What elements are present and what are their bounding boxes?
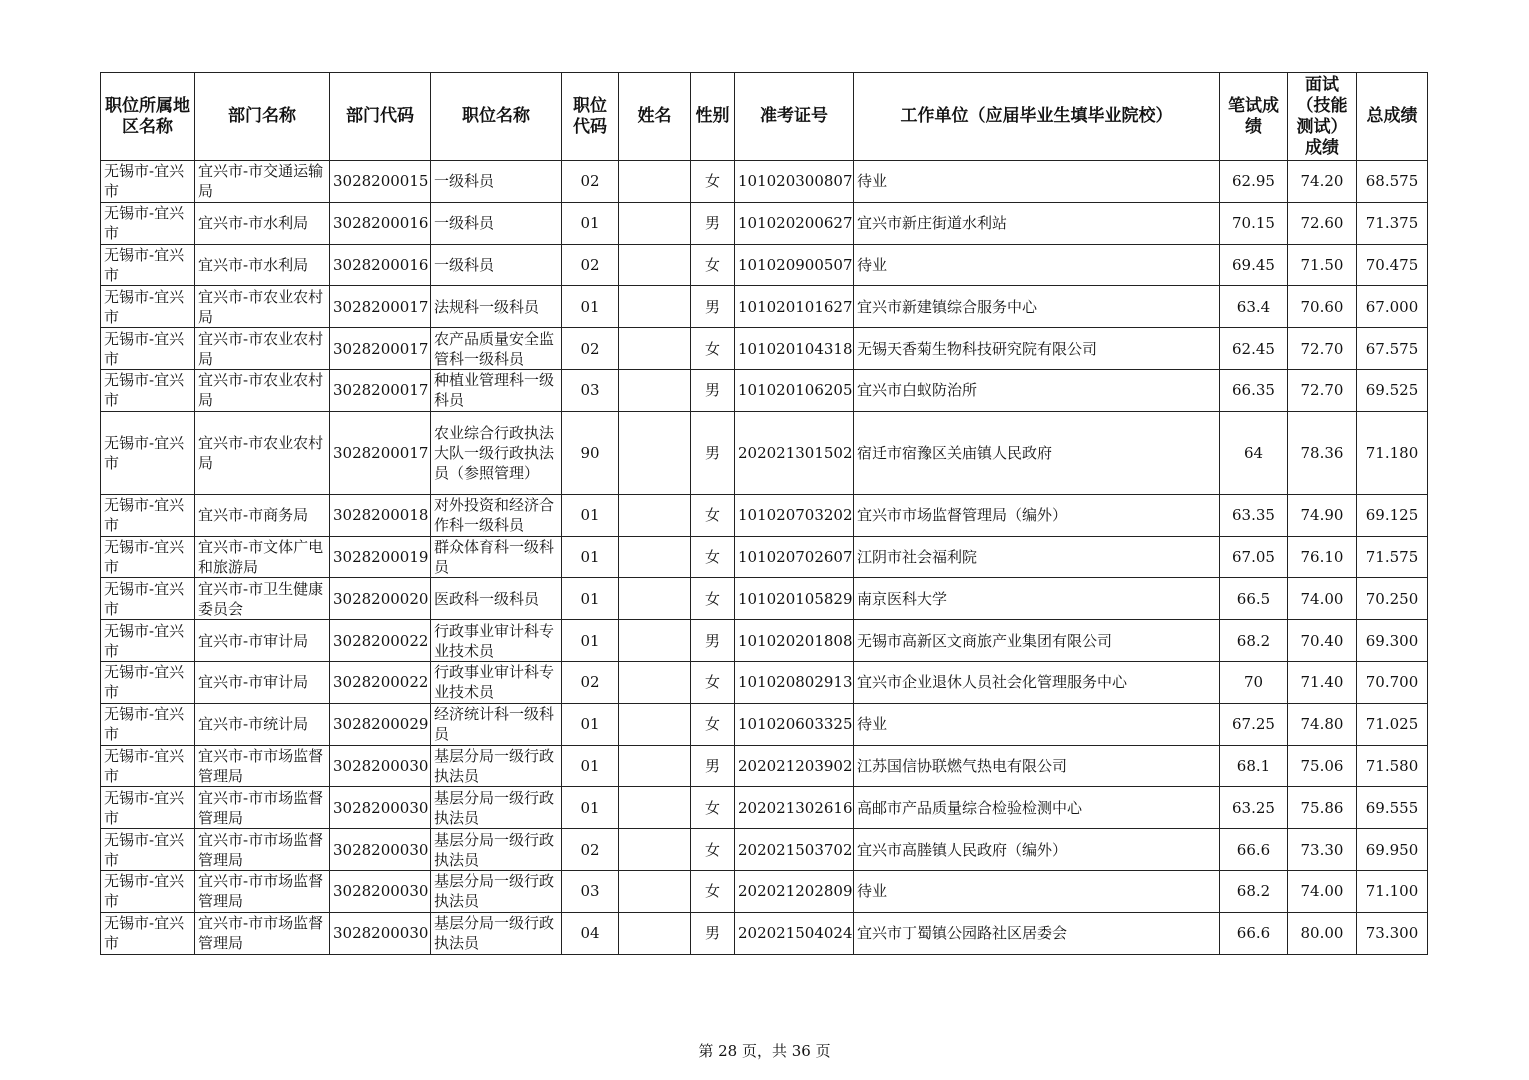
written-score-cell: 63.25 — [1220, 787, 1288, 829]
dept-code-cell: 3028200017 — [330, 286, 431, 328]
workplace-cell: 无锡天香菊生物科技研究院有限公司 — [854, 328, 1220, 370]
dept-name-cell: 宜兴市-市农业农村局 — [195, 369, 330, 411]
position-code-cell: 03 — [562, 369, 619, 411]
position-name-cell: 农产品质量安全监管科一级科员 — [431, 328, 562, 370]
gender-cell: 男 — [691, 912, 735, 954]
dept-name-cell: 宜兴市-市农业农村局 — [195, 411, 330, 494]
total-score-cell: 73.300 — [1357, 912, 1428, 954]
dept-code-cell: 3028200017 — [330, 369, 431, 411]
exam-id-cell: 101020603325 — [735, 703, 854, 745]
table-row — [101, 161, 1428, 203]
table-row — [101, 745, 1428, 787]
exam-id-cell: 101020201808 — [735, 620, 854, 662]
total-score-cell: 67.000 — [1357, 286, 1428, 328]
total-score-cell: 69.125 — [1357, 494, 1428, 536]
gender-cell: 女 — [691, 661, 735, 703]
exam-id-cell: 202021203902 — [735, 745, 854, 787]
dept-name-cell: 宜兴市-市交通运输局 — [195, 161, 330, 203]
dept-code-cell: 3028200030 — [330, 912, 431, 954]
table-row — [101, 870, 1428, 912]
total-score-cell: 67.575 — [1357, 328, 1428, 370]
position-name-cell: 种植业管理科一级科员 — [431, 369, 562, 411]
dept-code-cell: 3028200019 — [330, 536, 431, 578]
gender-cell: 女 — [691, 829, 735, 871]
dept-name-cell: 宜兴市-市商务局 — [195, 494, 330, 536]
total-score-cell: 69.555 — [1357, 787, 1428, 829]
region-cell: 无锡市-宜兴市 — [101, 286, 195, 328]
region-cell: 无锡市-宜兴市 — [101, 829, 195, 871]
interview-score-cell: 70.60 — [1288, 286, 1357, 328]
position-code-cell: 01 — [562, 620, 619, 662]
workplace-cell: 江阴市社会福利院 — [854, 536, 1220, 578]
gender-cell: 女 — [691, 787, 735, 829]
interview-score-cell: 73.30 — [1288, 829, 1357, 871]
written-score-cell: 62.45 — [1220, 328, 1288, 370]
written-score-cell: 62.95 — [1220, 161, 1288, 203]
table-row — [101, 787, 1428, 829]
position-name-cell: 农业综合行政执法大队一级行政执法员（参照管理） — [431, 411, 562, 494]
workplace-cell: 宜兴市市场监督管理局（编外） — [854, 494, 1220, 536]
table-row — [101, 536, 1428, 578]
dept-code-cell: 3028200029 — [330, 703, 431, 745]
gender-cell: 女 — [691, 494, 735, 536]
position-code-cell: 02 — [562, 328, 619, 370]
col-header-written-score: 笔试成绩 — [1220, 73, 1288, 161]
dept-name-cell: 宜兴市-市市场监督管理局 — [195, 870, 330, 912]
gender-cell: 男 — [691, 620, 735, 662]
total-score-cell: 71.575 — [1357, 536, 1428, 578]
interview-score-cell: 71.40 — [1288, 661, 1357, 703]
position-name-cell: 一级科员 — [431, 202, 562, 244]
name-cell — [619, 661, 691, 703]
table-row — [101, 286, 1428, 328]
total-score-cell: 69.950 — [1357, 829, 1428, 871]
total-score-cell: 70.250 — [1357, 578, 1428, 620]
position-code-cell: 02 — [562, 161, 619, 203]
exam-id-cell: 101020200627 — [735, 202, 854, 244]
written-score-cell: 68.2 — [1220, 870, 1288, 912]
dept-name-cell: 宜兴市-市审计局 — [195, 620, 330, 662]
name-cell — [619, 578, 691, 620]
interview-score-cell: 71.50 — [1288, 244, 1357, 286]
position-code-cell: 02 — [562, 661, 619, 703]
interview-score-cell: 70.40 — [1288, 620, 1357, 662]
table-row — [101, 328, 1428, 370]
table-row — [101, 202, 1428, 244]
name-cell — [619, 411, 691, 494]
position-code-cell: 01 — [562, 703, 619, 745]
col-header-exam-id: 准考证号 — [735, 73, 854, 161]
dept-name-cell: 宜兴市-市水利局 — [195, 244, 330, 286]
results-table — [100, 72, 1428, 955]
total-score-cell: 71.100 — [1357, 870, 1428, 912]
region-cell: 无锡市-宜兴市 — [101, 244, 195, 286]
position-name-cell: 群众体育科一级科员 — [431, 536, 562, 578]
dept-name-cell: 宜兴市-市文体广电和旅游局 — [195, 536, 330, 578]
header-row — [101, 73, 1428, 161]
workplace-cell: 宜兴市高塍镇人民政府（编外） — [854, 829, 1220, 871]
interview-score-cell: 74.00 — [1288, 578, 1357, 620]
dept-name-cell: 宜兴市-市农业农村局 — [195, 286, 330, 328]
page-footer: 第 28 页，共 36 页 — [698, 1042, 831, 1060]
region-cell: 无锡市-宜兴市 — [101, 661, 195, 703]
position-code-cell: 01 — [562, 494, 619, 536]
dept-code-cell: 3028200018 — [330, 494, 431, 536]
total-score-cell: 71.375 — [1357, 202, 1428, 244]
region-cell: 无锡市-宜兴市 — [101, 202, 195, 244]
workplace-cell: 宜兴市白蚁防治所 — [854, 369, 1220, 411]
region-cell: 无锡市-宜兴市 — [101, 536, 195, 578]
name-cell — [619, 703, 691, 745]
gender-cell: 女 — [691, 328, 735, 370]
workplace-cell: 待业 — [854, 161, 1220, 203]
interview-score-cell: 74.20 — [1288, 161, 1357, 203]
col-header-total-score: 总成绩 — [1357, 73, 1428, 161]
dept-code-cell: 3028200020 — [330, 578, 431, 620]
name-cell — [619, 286, 691, 328]
position-name-cell: 经济统计科一级科员 — [431, 703, 562, 745]
interview-score-cell: 72.70 — [1288, 369, 1357, 411]
dept-code-cell: 3028200030 — [330, 829, 431, 871]
col-header-interview-score: 面试（技能测试）成绩 — [1288, 73, 1357, 161]
position-name-cell: 行政事业审计科专业技术员 — [431, 661, 562, 703]
written-score-cell: 66.35 — [1220, 369, 1288, 411]
dept-name-cell: 宜兴市-市市场监督管理局 — [195, 787, 330, 829]
workplace-cell: 宜兴市新建镇综合服务中心 — [854, 286, 1220, 328]
name-cell — [619, 912, 691, 954]
dept-code-cell: 3028200030 — [330, 787, 431, 829]
region-cell: 无锡市-宜兴市 — [101, 328, 195, 370]
position-name-cell: 对外投资和经济合作科一级科员 — [431, 494, 562, 536]
table-row — [101, 661, 1428, 703]
exam-id-cell: 101020300807 — [735, 161, 854, 203]
region-cell: 无锡市-宜兴市 — [101, 578, 195, 620]
dept-name-cell: 宜兴市-市统计局 — [195, 703, 330, 745]
dept-name-cell: 宜兴市-市卫生健康委员会 — [195, 578, 330, 620]
position-code-cell: 02 — [562, 244, 619, 286]
name-cell — [619, 829, 691, 871]
written-score-cell: 67.05 — [1220, 536, 1288, 578]
dept-code-cell: 3028200030 — [330, 745, 431, 787]
table-row — [101, 411, 1428, 494]
exam-id-cell: 101020802913 — [735, 661, 854, 703]
workplace-cell: 宜兴市丁蜀镇公园路社区居委会 — [854, 912, 1220, 954]
total-score-cell: 71.580 — [1357, 745, 1428, 787]
position-code-cell: 01 — [562, 202, 619, 244]
total-score-cell: 71.025 — [1357, 703, 1428, 745]
dept-code-cell: 3028200017 — [330, 328, 431, 370]
table-row — [101, 829, 1428, 871]
exam-id-cell: 101020900507 — [735, 244, 854, 286]
total-score-cell: 71.180 — [1357, 411, 1428, 494]
interview-score-cell: 74.90 — [1288, 494, 1357, 536]
position-code-cell: 01 — [562, 286, 619, 328]
dept-name-cell: 宜兴市-市市场监督管理局 — [195, 745, 330, 787]
workplace-cell: 南京医科大学 — [854, 578, 1220, 620]
name-cell — [619, 494, 691, 536]
region-cell: 无锡市-宜兴市 — [101, 161, 195, 203]
position-name-cell: 一级科员 — [431, 244, 562, 286]
table-row — [101, 244, 1428, 286]
dept-name-cell: 宜兴市-市农业农村局 — [195, 328, 330, 370]
exam-id-cell: 202021503702 — [735, 829, 854, 871]
position-name-cell: 法规科一级科员 — [431, 286, 562, 328]
col-header-position-name: 职位名称 — [431, 73, 562, 161]
region-cell: 无锡市-宜兴市 — [101, 703, 195, 745]
interview-score-cell: 80.00 — [1288, 912, 1357, 954]
written-score-cell: 68.2 — [1220, 620, 1288, 662]
gender-cell: 女 — [691, 244, 735, 286]
position-code-cell: 04 — [562, 912, 619, 954]
workplace-cell: 宿迁市宿豫区关庙镇人民政府 — [854, 411, 1220, 494]
gender-cell: 女 — [691, 870, 735, 912]
dept-code-cell: 3028200017 — [330, 411, 431, 494]
written-score-cell: 70.15 — [1220, 202, 1288, 244]
position-name-cell: 行政事业审计科专业技术员 — [431, 620, 562, 662]
dept-name-cell: 宜兴市-市市场监督管理局 — [195, 829, 330, 871]
col-header-name: 姓名 — [619, 73, 691, 161]
interview-score-cell: 76.10 — [1288, 536, 1357, 578]
dept-name-cell: 宜兴市-市市场监督管理局 — [195, 912, 330, 954]
table-row — [101, 620, 1428, 662]
interview-score-cell: 72.60 — [1288, 202, 1357, 244]
interview-score-cell: 75.06 — [1288, 745, 1357, 787]
name-cell — [619, 745, 691, 787]
written-score-cell: 66.6 — [1220, 912, 1288, 954]
name-cell — [619, 244, 691, 286]
gender-cell: 男 — [691, 202, 735, 244]
exam-id-cell: 101020106205 — [735, 369, 854, 411]
position-name-cell: 基层分局一级行政执法员 — [431, 912, 562, 954]
gender-cell: 男 — [691, 411, 735, 494]
total-score-cell: 69.525 — [1357, 369, 1428, 411]
position-name-cell: 基层分局一级行政执法员 — [431, 745, 562, 787]
name-cell — [619, 787, 691, 829]
interview-score-cell: 74.80 — [1288, 703, 1357, 745]
gender-cell: 男 — [691, 745, 735, 787]
written-score-cell: 68.1 — [1220, 745, 1288, 787]
workplace-cell: 无锡市高新区文商旅产业集团有限公司 — [854, 620, 1220, 662]
col-header-workplace: 工作单位（应届毕业生填毕业院校） — [854, 73, 1220, 161]
col-header-dept-code: 部门代码 — [330, 73, 431, 161]
gender-cell: 女 — [691, 161, 735, 203]
name-cell — [619, 620, 691, 662]
gender-cell: 男 — [691, 369, 735, 411]
region-cell: 无锡市-宜兴市 — [101, 620, 195, 662]
region-cell: 无锡市-宜兴市 — [101, 870, 195, 912]
total-score-cell: 68.575 — [1357, 161, 1428, 203]
position-code-cell: 01 — [562, 745, 619, 787]
region-cell: 无锡市-宜兴市 — [101, 745, 195, 787]
region-cell: 无锡市-宜兴市 — [101, 787, 195, 829]
total-score-cell: 69.300 — [1357, 620, 1428, 662]
interview-score-cell: 72.70 — [1288, 328, 1357, 370]
position-name-cell: 基层分局一级行政执法员 — [431, 787, 562, 829]
written-score-cell: 67.25 — [1220, 703, 1288, 745]
workplace-cell: 待业 — [854, 870, 1220, 912]
position-code-cell: 01 — [562, 787, 619, 829]
exam-id-cell: 202021202809 — [735, 870, 854, 912]
dept-name-cell: 宜兴市-市审计局 — [195, 661, 330, 703]
workplace-cell: 待业 — [854, 703, 1220, 745]
position-code-cell: 01 — [562, 578, 619, 620]
gender-cell: 男 — [691, 286, 735, 328]
workplace-cell: 宜兴市企业退休人员社会化管理服务中心 — [854, 661, 1220, 703]
workplace-cell: 高邮市产品质量综合检验检测中心 — [854, 787, 1220, 829]
written-score-cell: 66.6 — [1220, 829, 1288, 871]
region-cell: 无锡市-宜兴市 — [101, 494, 195, 536]
written-score-cell: 69.45 — [1220, 244, 1288, 286]
dept-code-cell: 3028200016 — [330, 202, 431, 244]
table-row — [101, 912, 1428, 954]
table-row — [101, 494, 1428, 536]
col-header-position-code: 职位代码 — [562, 73, 619, 161]
dept-code-cell: 3028200016 — [330, 244, 431, 286]
col-header-dept-name: 部门名称 — [195, 73, 330, 161]
table-row — [101, 369, 1428, 411]
table-row — [101, 578, 1428, 620]
dept-name-cell: 宜兴市-市水利局 — [195, 202, 330, 244]
table-row — [101, 703, 1428, 745]
workplace-cell: 江苏国信协联燃气热电有限公司 — [854, 745, 1220, 787]
exam-id-cell: 101020703202 — [735, 494, 854, 536]
exam-id-cell: 202021504024 — [735, 912, 854, 954]
total-score-cell: 70.700 — [1357, 661, 1428, 703]
workplace-cell: 宜兴市新庄街道水利站 — [854, 202, 1220, 244]
name-cell — [619, 870, 691, 912]
position-name-cell: 基层分局一级行政执法员 — [431, 829, 562, 871]
name-cell — [619, 536, 691, 578]
position-name-cell: 一级科员 — [431, 161, 562, 203]
position-name-cell: 医政科一级科员 — [431, 578, 562, 620]
dept-code-cell: 3028200015 — [330, 161, 431, 203]
written-score-cell: 63.4 — [1220, 286, 1288, 328]
written-score-cell: 66.5 — [1220, 578, 1288, 620]
dept-code-cell: 3028200022 — [330, 661, 431, 703]
gender-cell: 女 — [691, 536, 735, 578]
name-cell — [619, 328, 691, 370]
gender-cell: 女 — [691, 578, 735, 620]
name-cell — [619, 161, 691, 203]
exam-id-cell: 101020104318 — [735, 328, 854, 370]
written-score-cell: 64 — [1220, 411, 1288, 494]
exam-id-cell: 202021302616 — [735, 787, 854, 829]
position-code-cell: 03 — [562, 870, 619, 912]
dept-code-cell: 3028200022 — [330, 620, 431, 662]
total-score-cell: 70.475 — [1357, 244, 1428, 286]
exam-id-cell: 101020702607 — [735, 536, 854, 578]
col-header-gender: 性别 — [691, 73, 735, 161]
position-code-cell: 02 — [562, 829, 619, 871]
gender-cell: 女 — [691, 703, 735, 745]
position-name-cell: 基层分局一级行政执法员 — [431, 870, 562, 912]
region-cell: 无锡市-宜兴市 — [101, 912, 195, 954]
col-header-region: 职位所属地区名称 — [101, 73, 195, 161]
interview-score-cell: 74.00 — [1288, 870, 1357, 912]
region-cell: 无锡市-宜兴市 — [101, 411, 195, 494]
region-cell: 无锡市-宜兴市 — [101, 369, 195, 411]
exam-id-cell: 101020101627 — [735, 286, 854, 328]
position-code-cell: 01 — [562, 536, 619, 578]
written-score-cell: 63.35 — [1220, 494, 1288, 536]
position-code-cell: 90 — [562, 411, 619, 494]
written-score-cell: 70 — [1220, 661, 1288, 703]
interview-score-cell: 78.36 — [1288, 411, 1357, 494]
interview-score-cell: 75.86 — [1288, 787, 1357, 829]
name-cell — [619, 369, 691, 411]
workplace-cell: 待业 — [854, 244, 1220, 286]
exam-id-cell: 202021301502 — [735, 411, 854, 494]
name-cell — [619, 202, 691, 244]
exam-id-cell: 101020105829 — [735, 578, 854, 620]
dept-code-cell: 3028200030 — [330, 870, 431, 912]
